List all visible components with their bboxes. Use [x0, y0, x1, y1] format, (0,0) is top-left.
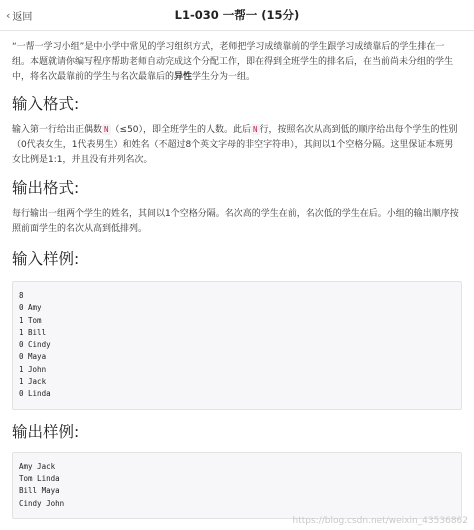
chevron-left-icon: ‹	[6, 8, 11, 22]
sample-input-code: 8 0 Amy 1 Tom 1 Bill 0 Cindy 0 Maya 1 John 1 Jack 0 Linda	[12, 281, 462, 410]
output-format-heading: 输出格式:	[12, 179, 80, 197]
input-format-part1: 输入第一行给出正偶数	[12, 125, 103, 135]
sample-input-heading: 输入样例:	[12, 250, 80, 268]
description-emphasis: 异性	[174, 72, 193, 82]
output-format-text: 每行输出一组两个学生的姓名，其间以1个空格分隔。名次高的学生在前，名次低的学生在后。小组的输出顺序按照前面学生的名次从高到低排列。	[12, 209, 459, 234]
back-label: 返回	[12, 11, 33, 23]
problem-content	[12, 40, 462, 519]
var-n-2: N	[253, 125, 258, 134]
sample-output-heading: 输出样例:	[12, 422, 80, 441]
top-bar	[0, 0, 474, 31]
var-n-1: N	[104, 125, 109, 134]
input-format-part3: 行，按照名次从高到低的顺序给出每个学生的性别（0代表女生，1代表男生）和姓名（不超过8个英文字母的非空字符串），其间以1个空格分隔。这里保证本班男女比例是1:1，并且没有并列名次。	[12, 125, 458, 165]
sample-output-code: Amy Jack Tom Linda Bill Maya Cindy John	[12, 452, 462, 519]
description-text: “一帮一学习小组”是中小学中常见的学习组织方式，老师把学习成绩靠前的学生跟学习成绩靠后的学生排在一组。本题就请你编写程序帮助老师自动完成这个分配工作，即在得到全班学生的排名后，在当前尚未分组的学生中，将名次最靠前的学生与名次最靠后的	[12, 42, 454, 82]
watermark: https://blog.csdn.net/weixin_43536862	[292, 516, 468, 526]
input-format-part2: （≤50），即全班学生的人数。此后	[110, 125, 252, 135]
description-text-end: 学生分为一组。	[192, 72, 256, 82]
input-format-text	[12, 123, 462, 168]
problem-title: L1-030 一帮一 (15分)	[174, 8, 300, 22]
problem-description	[12, 40, 462, 85]
input-format-heading: 输入格式:	[12, 95, 80, 113]
